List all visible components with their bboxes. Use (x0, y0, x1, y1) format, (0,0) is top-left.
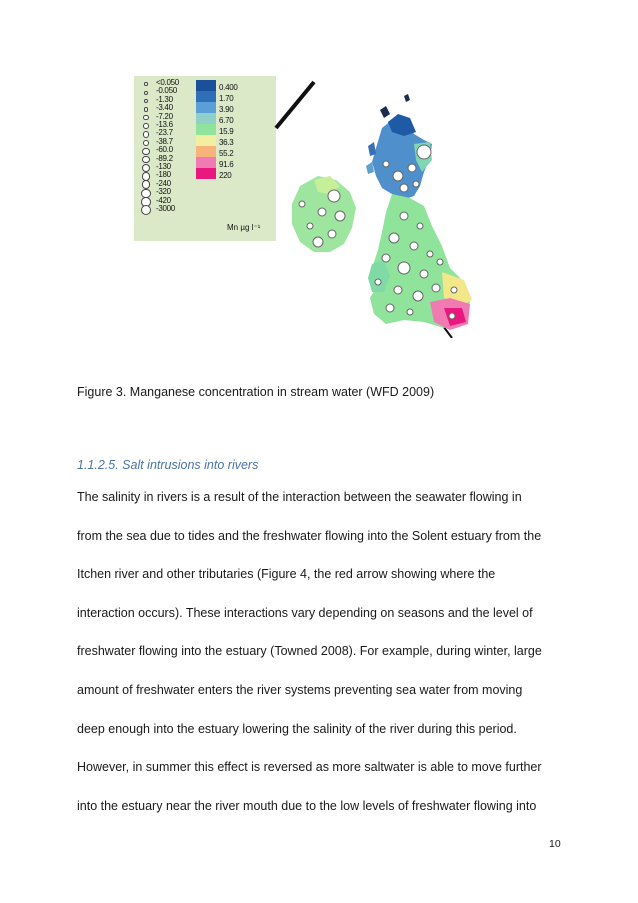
legend-left-value: <0.050 (156, 78, 179, 87)
legend-circle (144, 91, 148, 95)
legend-circle (142, 156, 150, 164)
island (404, 94, 410, 102)
legend-color-swatch (196, 157, 216, 168)
legend-color-swatch (196, 124, 216, 135)
legend-left-value: -3000 (156, 204, 175, 214)
legend-left-value: -130 (156, 162, 171, 172)
legend-circle (143, 131, 149, 137)
legend-color-swatch (196, 146, 216, 157)
legend-circle (143, 115, 148, 120)
legend-color-swatch (196, 80, 216, 91)
legend-circle (144, 99, 148, 103)
legend-left-value: -420 (156, 195, 171, 205)
body-paragraph (77, 490, 567, 837)
legend-right-value: 1.70 (219, 94, 234, 103)
legend-left-value: -320 (156, 187, 171, 197)
legend-right-value: 15.9 (219, 127, 234, 136)
legend-circle (142, 148, 149, 155)
legend-left-value: -1.30 (156, 94, 173, 104)
legend-color-swatch (196, 91, 216, 102)
map-legend (134, 76, 276, 241)
legend-right-value: 91.6 (219, 160, 234, 169)
figure-caption: Figure 3. Manganese concentration in stream water (WFD 2009) (77, 385, 435, 399)
paragraph-line: Itchen river and other tributaries (Figure 4, the red arrow showing where the (77, 567, 496, 582)
legend-color-swatch (196, 135, 216, 146)
legend-circle (143, 123, 149, 129)
legend-right-value: 36.3 (219, 138, 234, 147)
legend-circle (141, 205, 151, 215)
paragraph-line: deep enough into the estuary lowering the salinity of the river during this period. (77, 721, 517, 736)
legend-right-value: 0.400 (219, 83, 238, 92)
paragraph-line: into the estuary near the river mouth due to the low levels of freshwater flowing into (77, 798, 537, 813)
legend-right-value: 6.70 (219, 116, 234, 125)
legend-color-swatch (196, 102, 216, 113)
legend-left-values (156, 79, 179, 214)
legend-left-value: -0.050 (156, 86, 177, 96)
page-number: 10 (549, 838, 561, 850)
map-boundary-line (276, 82, 314, 128)
legend-right-values (219, 82, 238, 181)
legend-circle (142, 164, 150, 172)
manganese-map-figure (134, 76, 484, 338)
legend-color-swatch (196, 168, 216, 179)
legend-circle (142, 180, 151, 189)
island (368, 142, 376, 156)
legend-right-value: 3.90 (219, 105, 234, 114)
paragraph-line: The salinity in rivers is a result of the interaction between the seawater flowing in (77, 490, 522, 504)
uk-map-image (274, 76, 484, 338)
island (380, 106, 390, 118)
legend-left-value: -180 (156, 170, 171, 180)
legend-right-value: 220 (219, 171, 232, 180)
legend-unit-label: Mn µg l⁻¹ (227, 223, 261, 232)
paragraph-line: However, in summer this effect is reversed as more saltwater is able to move further (77, 760, 542, 775)
legend-left-value: -240 (156, 178, 171, 188)
paragraph-line: from the sea due to tides and the freshwater flowing into the Solent estuary from the (77, 528, 542, 543)
legend-circle (144, 82, 148, 86)
legend-left-value: -13.6 (156, 120, 173, 130)
paragraph-line: freshwater flowing into the estuary (Towned 2008). For example, during winter, large (77, 644, 542, 659)
paragraph-line: interaction occurs). These interactions vary depending on seasons and the level of (77, 605, 533, 620)
section-heading: 1.1.2.5. Salt intrusions into rivers (77, 458, 259, 472)
legend-left-value: -38.7 (156, 136, 173, 146)
legend-right-value: 55.2 (219, 149, 234, 158)
legend-circle-sizes (136, 80, 156, 214)
legend-color-swatches (196, 80, 216, 179)
legend-left-value: -23.7 (156, 128, 173, 138)
legend-left-value: -60.0 (156, 145, 173, 155)
legend-left-value: -3.40 (156, 103, 173, 113)
legend-color-swatch (196, 113, 216, 124)
legend-left-value: -7.20 (156, 111, 173, 121)
paragraph-line: amount of freshwater enters the river systems preventing sea water from moving (77, 682, 523, 697)
legend-circle (144, 107, 149, 112)
legend-left-value: -89.2 (156, 153, 173, 163)
legend-circle (143, 140, 150, 147)
